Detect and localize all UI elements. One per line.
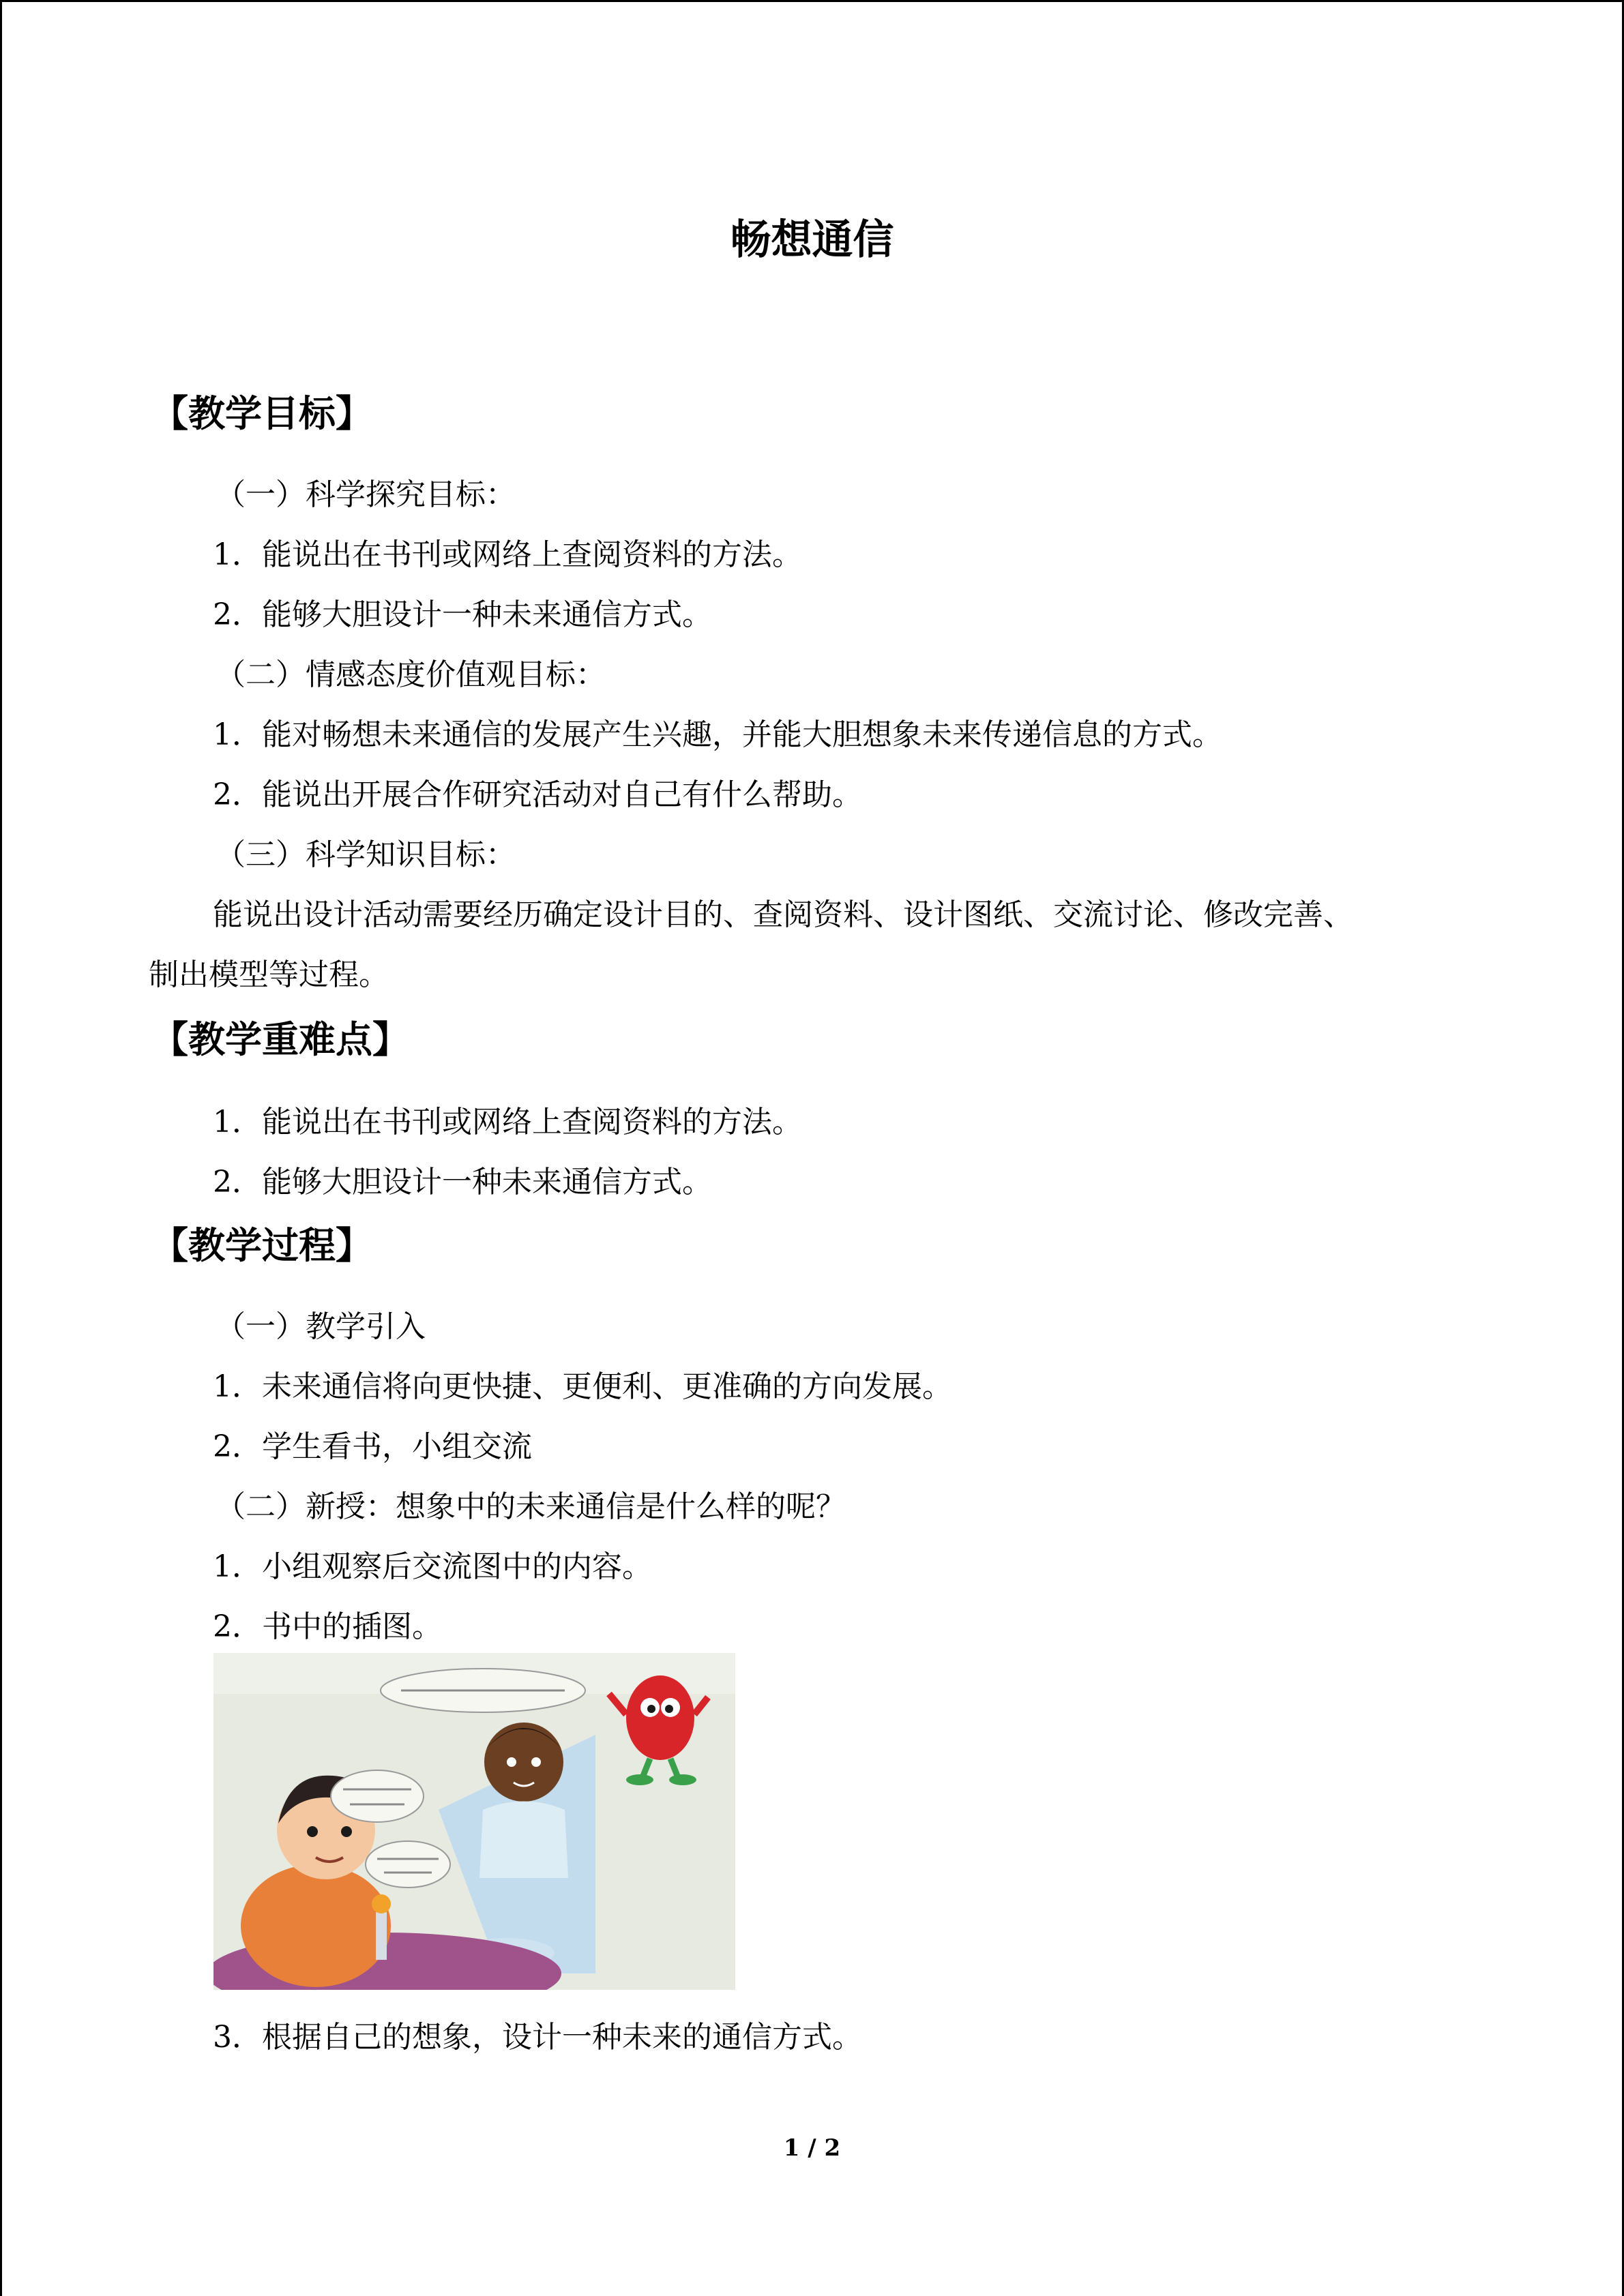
process-new-lesson-item-3: 3．根据自己的想象，设计一种未来的通信方式。 — [213, 2020, 862, 2055]
process-intro-item-2: 2．学生看书，小组交流 — [213, 1429, 532, 1464]
page-border-top — [0, 0, 1624, 2]
heading-teaching-goals: 【教学目标】 — [151, 392, 372, 435]
textbook-illustration — [213, 1653, 735, 1990]
process-intro-item-1: 1．未来通信将向更快捷、更便利、更准确的方向发展。 — [213, 1369, 952, 1404]
key-point-item-1: 1．能说出在书刊或网络上查阅资料的方法。 — [213, 1105, 802, 1139]
page-number: 1 / 2 — [783, 2134, 841, 2162]
illustration-drawing — [213, 1653, 735, 1990]
goals-attitude-item-2: 2．能说出开展合作研究活动对自己有什么帮助。 — [213, 777, 862, 812]
goals-subheading-knowledge: （三）科学知识目标： — [216, 837, 516, 872]
process-subheading-new-lesson: （二）新授：想象中的未来通信是什么样的呢？ — [216, 1489, 846, 1524]
goals-subheading-attitude: （二）情感态度价值观目标： — [216, 657, 606, 692]
goals-knowledge-paragraph-line-2: 制出模型等过程。 — [149, 957, 389, 992]
heading-key-points: 【教学重难点】 — [151, 1018, 409, 1061]
process-subheading-intro: （一）教学引入 — [216, 1309, 426, 1344]
goals-subheading-inquiry: （一）科学探究目标： — [216, 477, 516, 512]
heading-teaching-process: 【教学过程】 — [151, 1224, 372, 1267]
page-border-left — [0, 0, 2, 2296]
goals-attitude-item-1: 1．能对畅想未来通信的发展产生兴趣，并能大胆想象未来传递信息的方式。 — [213, 717, 1222, 752]
goals-inquiry-item-1: 1．能说出在书刊或网络上查阅资料的方法。 — [213, 537, 802, 572]
process-new-lesson-item-1: 1．小组观察后交流图中的内容。 — [213, 1549, 652, 1584]
goals-inquiry-item-2: 2．能够大胆设计一种未来通信方式。 — [213, 597, 712, 632]
goals-knowledge-paragraph-line-1: 能说出设计活动需要经历确定设计目的、查阅资料、设计图纸、交流讨论、修改完善、 — [213, 897, 1353, 932]
key-point-item-2: 2．能够大胆设计一种未来通信方式。 — [213, 1165, 712, 1199]
process-new-lesson-item-2: 2．书中的插图。 — [213, 1609, 442, 1644]
document-title: 畅想通信 — [730, 216, 894, 264]
